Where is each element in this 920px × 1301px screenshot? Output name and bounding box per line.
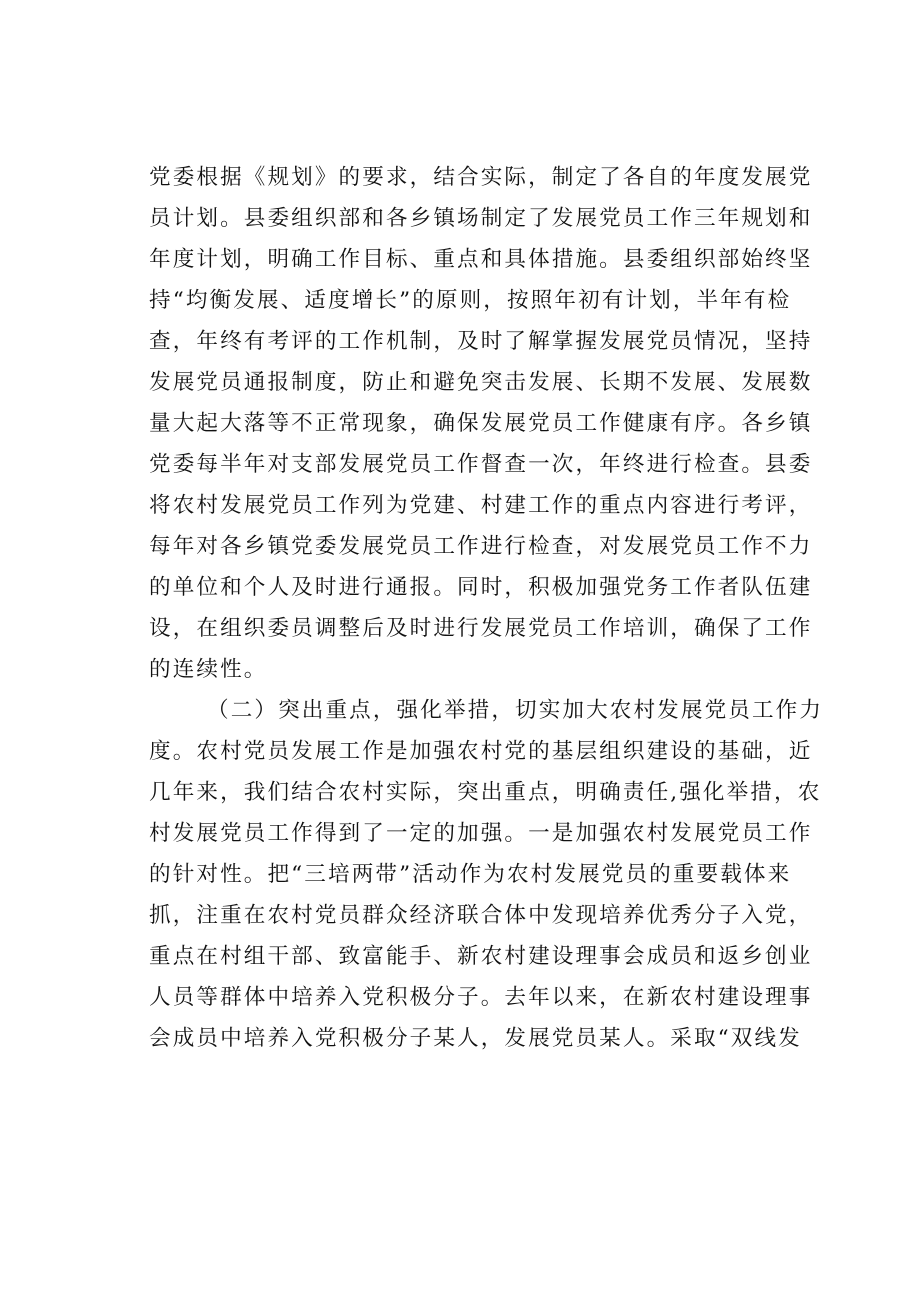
text-line: 度。农村党员发展工作是加强农村党的基层组织建设的基础，近: [149, 739, 813, 764]
text-line: 发展党员通报制度，防止和避免突击发展、长期不发展、发展数: [149, 370, 813, 395]
text-line: 员计划。县委组织部和各乡镇场制定了发展党员工作三年规划和: [149, 206, 813, 231]
text-line: 的连续性。: [149, 657, 268, 682]
text-line: 的针对性。把“三培两带”活动作为农村发展党员的重要载体来: [149, 862, 792, 887]
text-line: 将农村发展党员工作列为党建、村建工作的重点内容进行考评，: [149, 493, 813, 518]
text-line: 查，年终有考评的工作机制，及时了解掌握发展党员情况，坚持: [149, 329, 813, 354]
text-line: 的单位和个人及时进行通报。同时，积极加强党务工作者队伍建: [149, 575, 813, 600]
text-line: 几年来，我们结合农村实际，突出重点，明确责任,强化举措，农: [149, 780, 822, 805]
text-line: 年度计划，明确工作目标、重点和具体措施。县委组织部始终坚: [149, 247, 813, 272]
body-text: [149, 160, 824, 1062]
text-line: 党委根据《规划》的要求，结合实际，制定了各自的年度发展党: [149, 165, 813, 190]
text-line: 持“均衡发展、适度增长”的原则，按照年初有计划，半年有检: [149, 288, 792, 313]
text-line: 党委每半年对支部发展党员工作督查一次，年终进行检查。县委: [149, 452, 813, 477]
text-line: 会成员中培养入党积极分子某人，发展党员某人。采取“双线发: [149, 1026, 802, 1051]
text-line: 人员等群体中培养入党积极分子。去年以来，在新农村建设理事: [149, 985, 813, 1010]
text-line: 设，在组织委员调整后及时进行发展党员工作培训，确保了工作: [149, 616, 813, 641]
text-line: 量大起大落等不正常现象，确保发展党员工作健康有序。各乡镇: [149, 411, 813, 436]
text-line: 每年对各乡镇党委发展党员工作进行检查，对发展党员工作不力: [149, 534, 813, 559]
section-heading-line: （二）突出重点，强化举措，切实加大农村发展党员工作力: [207, 698, 824, 723]
text-line: 抓，注重在农村党员群众经济联合体中发现培养优秀分子入党，: [149, 903, 813, 928]
text-line: 重点在村组干部、致富能手、新农村建设理事会成员和返乡创业: [149, 944, 813, 969]
text-line: 村发展党员工作得到了一定的加强。一是加强农村发展党员工作: [149, 821, 813, 846]
